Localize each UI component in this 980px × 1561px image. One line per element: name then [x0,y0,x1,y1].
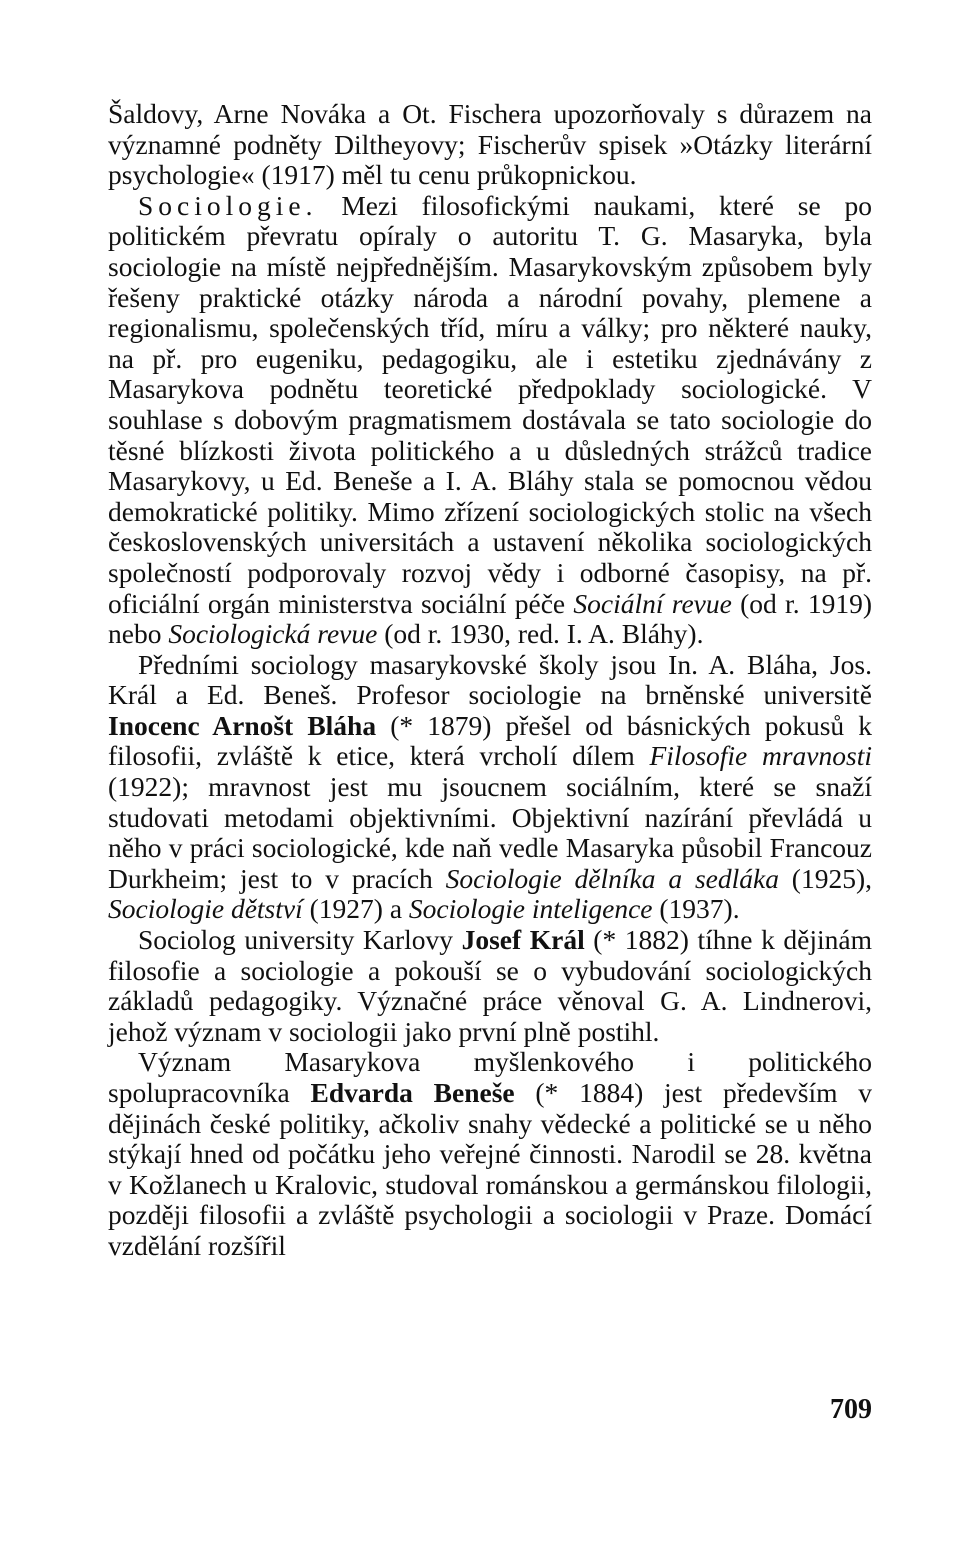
paragraph-blaha [108,650,872,925]
paragraph-text: (od r. 1930, red. I. A. Bláhy). [377,618,704,650]
paragraph-text: (1922); mravnost jest mu jsoucnem sociálním, které se snaží studovati metodami objektivními. Objektivní nazírání převládá u něho v práci sociologické, kde naň vedle Masaryka působil Francouz Durkheim; jest to v pracích [108,771,872,894]
work-title: Filosofie mravnosti [649,740,872,772]
person-name: Josef Král [461,924,585,956]
paragraph-text: (* 1882) tíhne k dějinám filosofie a sociologie a pokouší se o vybudování sociologických základů pedagogiky. Význačné práce věnoval G. A. Lindnerovi, jehož význam v sociologii jako první plně postihl. [108,924,872,1047]
work-title: Sociologie inteligence [408,893,653,925]
paragraph-text: (od r. 1919) nebo [108,587,872,650]
page-number: 709 [830,1394,872,1425]
periodical-title: Sociologická revue [168,618,378,650]
section-heading-sociologie: Sociologie. [138,189,318,221]
paragraph-text: Sociolog university Karlovy [138,924,462,956]
paragraph-benes [108,1047,872,1261]
person-name: Edvarda Beneše [310,1077,515,1108]
paragraph-sociologie [108,191,872,650]
paragraph-text: (1937). [652,893,740,925]
paragraph-text: (1925), [778,862,872,894]
paragraph-saldovy: Šaldovy, Arne Nováka a Ot. Fischera upozorňovaly s důrazem na významné podněty Diltheyovy; Fischerův spisek »Otázky literární psychologie« (1917) měl tu cenu průkopnickou. [108,98,872,191]
paragraph-text: (* 1879) přešel od básnických pokusů k filosofii, zvláště k etice, která vrcholí dílem [108,709,873,772]
body-text [108,99,872,1262]
work-title: Sociologie dětství [108,893,303,925]
paragraph-text: (* 1884) jest především v dějinách české politiky, ačkoliv snahy vědecké a politické se u něho stýkají hned od počátku jeho veřejné činnosti. Narodil se 28. května v Kožlanech u Kralovic, studoval románskou a germánskou filologii, později filosofii a zvláště psychologii a sociologii v Praze. Domácí vzdělání rozšířil [108,1077,873,1261]
person-name: Inocenc Arnošt Bláha [108,709,377,741]
work-title: Sociologie dělníka a sedláka [445,862,779,894]
paragraph-text: Mezi filosofickými naukami, které se po politickém převratu opíraly o autoritu T. G. Masaryka, byla sociologie na místě nejpřednějším. Masarykovským způsobem byly řešeny praktické otázky národa a národní povahy, plemene a regionalismu, společenských tříd, míru a války; pro některé nauky, na př. pro eugeniku, pedagogiku, ale i estetiku zjednávány z Masarykova podnětu teoretické předpoklady sociologické. V souhlase s dobovým pragmatismem dostávala se tato sociologie do těsné blízkosti života politického a u důsledných strážců tradice Masarykovy, u Ed. Beneše a I. A. Bláhy stala se pomocnou vědou demokratické politiky. Mimo zřízení sociologických stolic na všech československých universitách a ustavení několika sociologických společností podporovaly rozvoj vědy i odborné časopisy, na př. oficiální orgán ministerstva sociální péče [108,189,872,619]
paragraph-text: Význam Masarykova myšlenkového i politického spolupracovníka [108,1046,872,1108]
periodical-title: Sociální revue [573,587,732,619]
paragraph-text: (1927) a [302,893,409,925]
paragraph-kral [108,925,872,1047]
paragraph-text: Předními sociology masarykovské školy jsou In. A. Bláha, Jos. Král a Ed. Beneš. Profesor sociologie na brněnské universitě [108,648,872,711]
